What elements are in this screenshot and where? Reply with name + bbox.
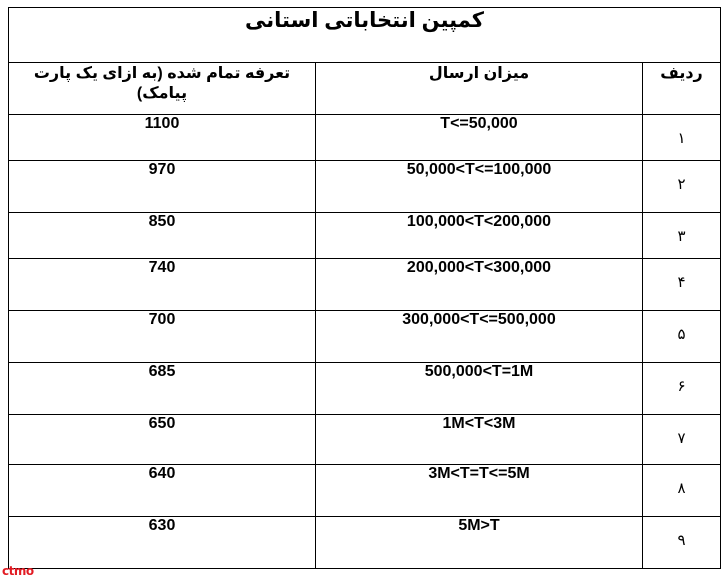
cell-volume: 50,000<T<=100,000 xyxy=(316,161,643,213)
cell-row-number: ۷ xyxy=(643,415,721,465)
cell-tariff: 970 xyxy=(9,161,316,213)
tariff-table xyxy=(8,7,721,569)
cell-volume: 5M>T xyxy=(316,517,643,569)
cell-volume: 200,000<T<300,000 xyxy=(316,259,643,311)
cell-row-number: ۵ xyxy=(643,311,721,363)
table-title: کمپین انتخاباتی استانی xyxy=(9,8,721,63)
header-row-number: ردیف xyxy=(643,63,721,115)
cell-row-number: ۹ xyxy=(643,517,721,569)
title-row xyxy=(9,8,721,63)
table-body xyxy=(9,115,721,569)
cell-tariff: 650 xyxy=(9,415,316,465)
table-row xyxy=(9,115,721,161)
cell-volume: 300,000<T<=500,000 xyxy=(316,311,643,363)
table-row xyxy=(9,259,721,311)
table-row xyxy=(9,311,721,363)
cell-row-number: ۴ xyxy=(643,259,721,311)
cell-tariff: 685 xyxy=(9,363,316,415)
cell-tariff: 850 xyxy=(9,213,316,259)
table-row xyxy=(9,363,721,415)
cell-row-number: ۸ xyxy=(643,465,721,517)
header-row xyxy=(9,63,721,115)
table-row xyxy=(9,161,721,213)
cell-row-number: ۲ xyxy=(643,161,721,213)
cell-volume: 100,000<T<200,000 xyxy=(316,213,643,259)
cell-tariff: 1100 xyxy=(9,115,316,161)
header-tariff: تعرفه تمام شده (به ازای یک پارت پیامک) xyxy=(9,63,316,115)
cell-tariff: 740 xyxy=(9,259,316,311)
table-row xyxy=(9,415,721,465)
cell-volume: 1M<T<3M xyxy=(316,415,643,465)
ctmo-logo: ctmo xyxy=(2,564,34,578)
cell-tariff: 640 xyxy=(9,465,316,517)
table-row xyxy=(9,517,721,569)
cell-volume: 500,000<T=1M xyxy=(316,363,643,415)
cell-tariff: 700 xyxy=(9,311,316,363)
cell-tariff: 630 xyxy=(9,517,316,569)
cell-row-number: ۶ xyxy=(643,363,721,415)
cell-row-number: ۳ xyxy=(643,213,721,259)
cell-volume: T<=50,000 xyxy=(316,115,643,161)
header-volume: میزان ارسال xyxy=(316,63,643,115)
cell-row-number: ۱ xyxy=(643,115,721,161)
table-row xyxy=(9,465,721,517)
cell-volume: 3M<T=T<=5M xyxy=(316,465,643,517)
table-row xyxy=(9,213,721,259)
